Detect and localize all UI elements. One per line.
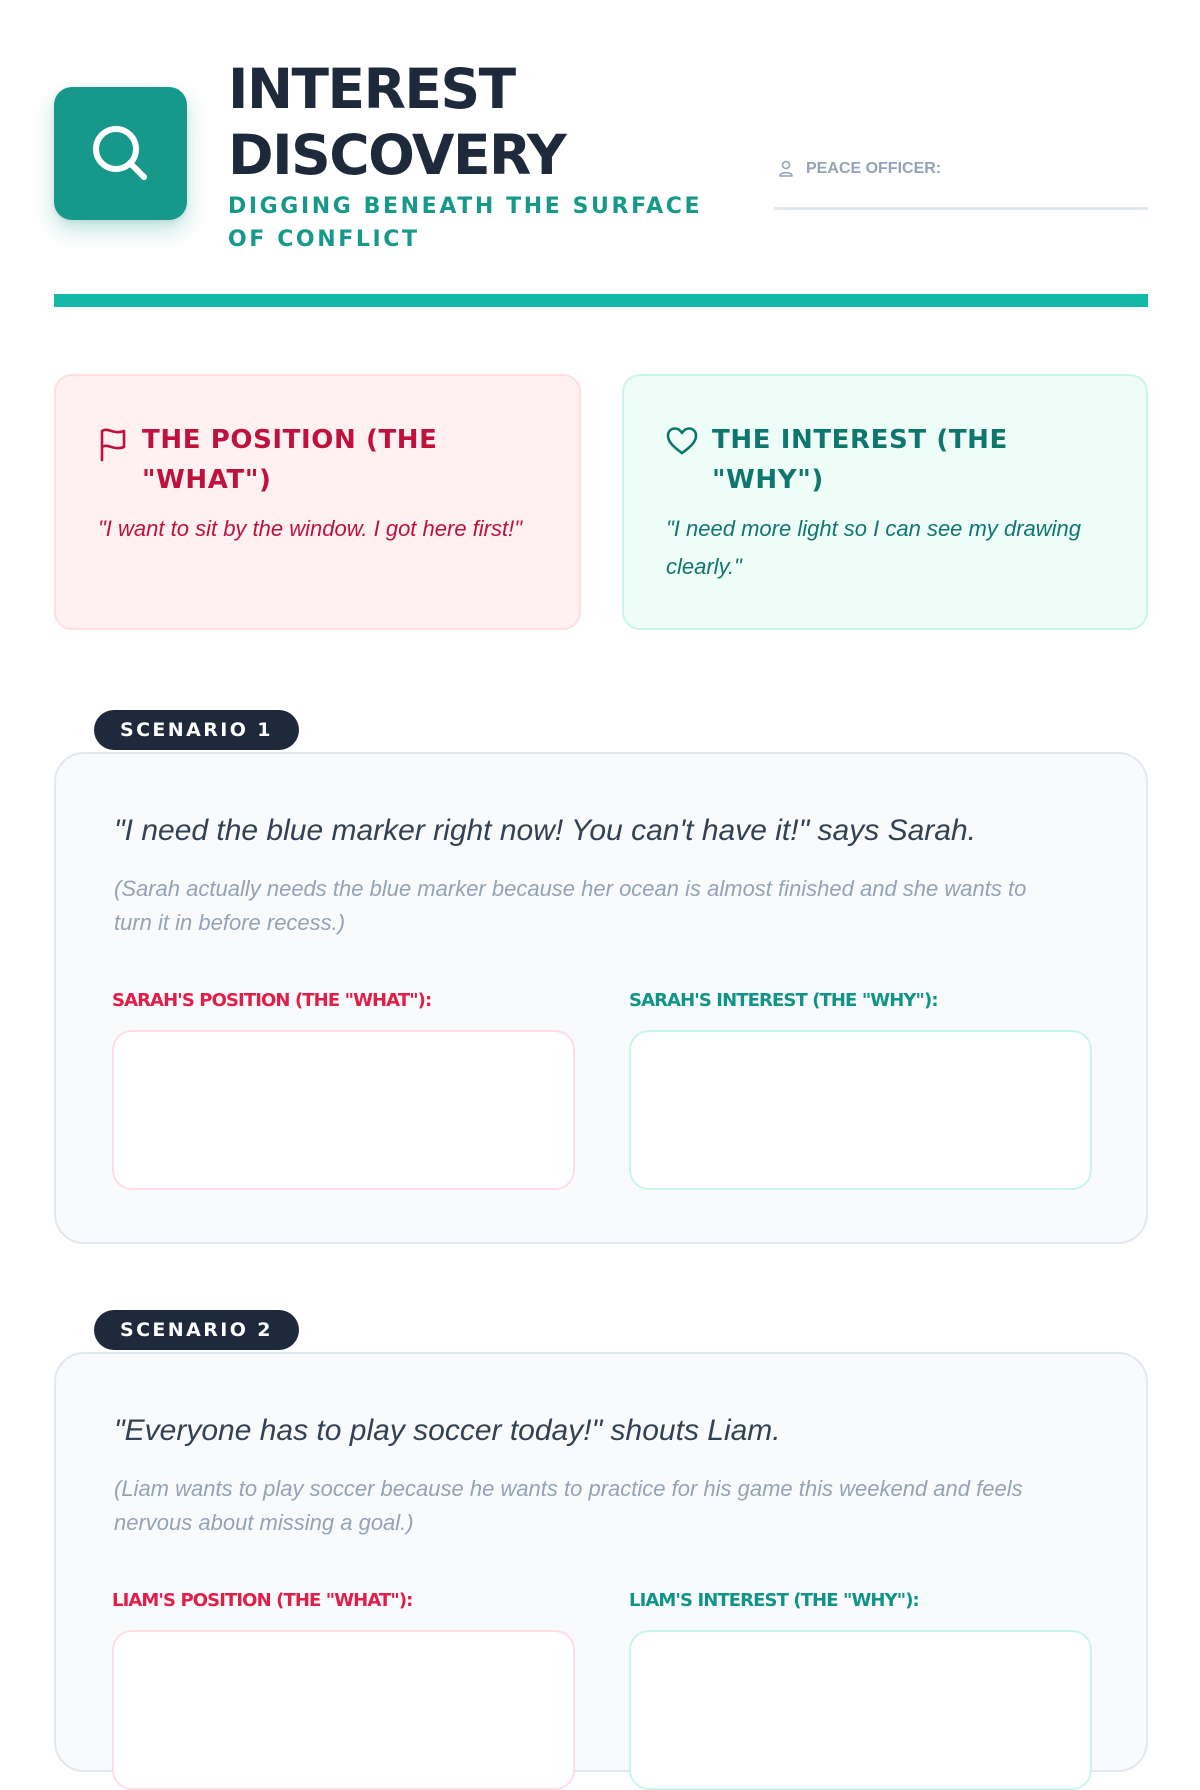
- scenario-1-quote: "I need the blue marker right now! You can't have it!" says Sarah.: [114, 814, 976, 847]
- scenario-1-position-label: SARAH'S POSITION (THE "WHAT"):: [112, 990, 432, 1011]
- search-icon: [89, 122, 153, 186]
- scenario-1-card: [54, 752, 1148, 1244]
- scenario-2-position-answer-box[interactable]: [112, 1630, 575, 1790]
- title-block: [228, 56, 748, 256]
- worksheet-header: [54, 56, 1148, 256]
- scenario-2-interest-answer-box[interactable]: [629, 1630, 1092, 1790]
- scenario-2-interest-label: LIAM'S INTEREST (THE "WHY"):: [629, 1590, 919, 1611]
- scenario-1-badge: SCENARIO 1: [94, 710, 299, 750]
- page-subtitle: DIGGING BENEATH THE SURFACE OF CONFLICT: [228, 194, 703, 252]
- interest-definition-title: THE INTEREST (THE "WHY"): [712, 425, 1008, 495]
- position-definition-title: THE POSITION (THE "WHAT"): [142, 425, 438, 495]
- scenario-2-badge: SCENARIO 2: [94, 1310, 299, 1350]
- position-definition-header: [98, 420, 539, 500]
- peace-officer-label: PEACE OFFICER:: [806, 160, 942, 177]
- heart-icon: [666, 426, 698, 456]
- scenario-1-position-answer-box[interactable]: [112, 1030, 575, 1190]
- header-divider: [54, 294, 1148, 307]
- page-title-line-1: INTEREST: [228, 57, 515, 121]
- scenario-2-context: (Liam wants to play soccer because he wants to practice for his game this weekend and feels nervous about missing a goal.): [114, 1476, 1023, 1535]
- flag-icon: [98, 426, 128, 462]
- scenario-2-card: [54, 1352, 1148, 1772]
- user-icon: [778, 160, 794, 178]
- peace-officer-label-row: [774, 160, 1148, 178]
- interest-definition-header: [666, 420, 1106, 500]
- interest-definition-card: [622, 374, 1148, 630]
- peace-officer-field[interactable]: [774, 160, 1148, 210]
- scenario-2-quote: "Everyone has to play soccer today!" shouts Liam.: [114, 1414, 781, 1447]
- page-title-line-2: DISCOVERY: [228, 123, 566, 187]
- scenario-1-context: (Sarah actually needs the blue marker because her ocean is almost finished and she wants to turn it in before recess.): [114, 876, 1027, 935]
- page-title: [228, 56, 748, 188]
- logo-tile: [54, 87, 187, 220]
- position-definition-example: "I want to sit by the window. I got here first!": [98, 516, 523, 541]
- scenario-2-position-label: LIAM'S POSITION (THE "WHAT"):: [112, 1590, 413, 1611]
- scenario-1-interest-answer-box[interactable]: [629, 1030, 1092, 1190]
- scenario-1-interest-label: SARAH'S INTEREST (THE "WHY"):: [629, 990, 938, 1011]
- position-definition-card: [54, 374, 581, 630]
- interest-definition-example: "I need more light so I can see my drawing clearly.": [666, 516, 1082, 579]
